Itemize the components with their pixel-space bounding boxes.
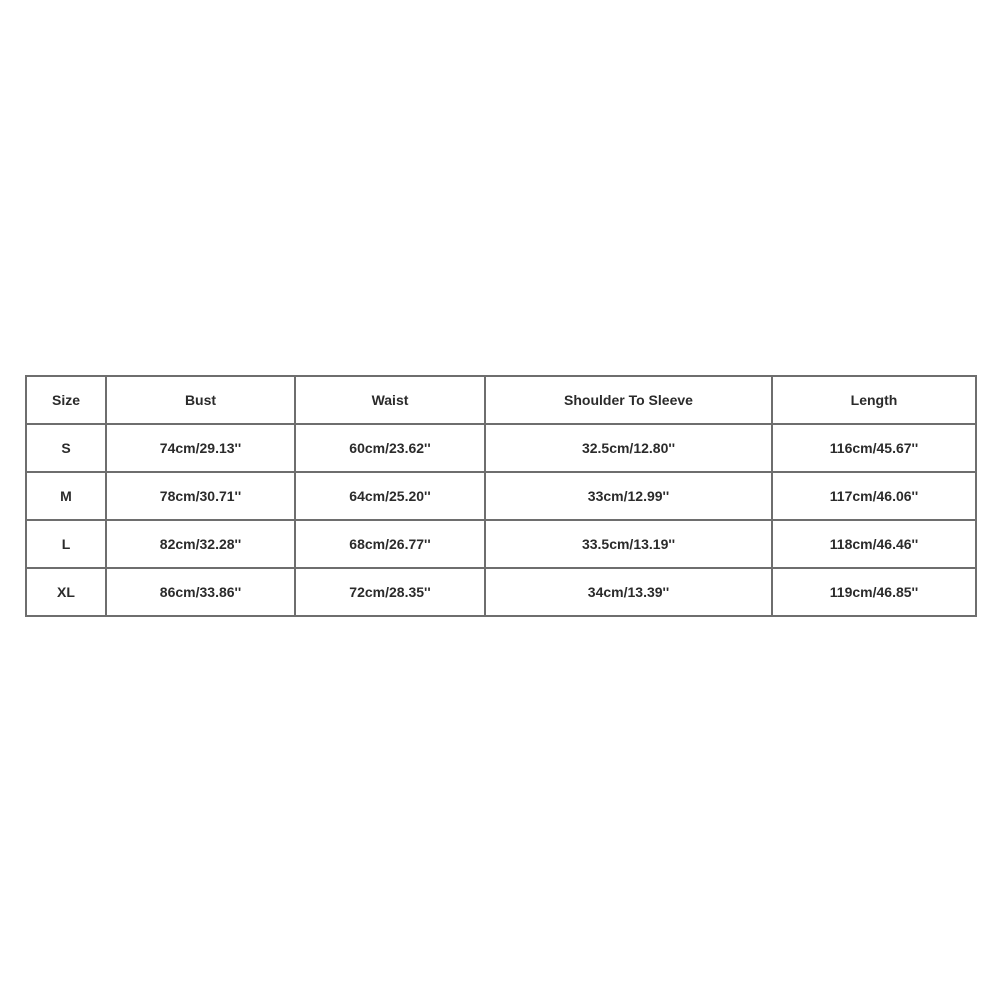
table-row (26, 568, 976, 616)
table-row (26, 472, 976, 520)
cell-length: 118cm/46.46'' (772, 520, 976, 568)
cell-bust: 82cm/32.28'' (106, 520, 295, 568)
cell-length: 117cm/46.06'' (772, 472, 976, 520)
cell-waist: 60cm/23.62'' (295, 424, 485, 472)
table-row (26, 520, 976, 568)
table-row (26, 424, 976, 472)
header-bust: Bust (106, 376, 295, 424)
cell-bust: 86cm/33.86'' (106, 568, 295, 616)
cell-shoulder-to-sleeve: 32.5cm/12.80'' (485, 424, 772, 472)
cell-size: L (26, 520, 106, 568)
cell-shoulder-to-sleeve: 33cm/12.99'' (485, 472, 772, 520)
size-chart-table (25, 375, 977, 617)
cell-size: M (26, 472, 106, 520)
header-waist: Waist (295, 376, 485, 424)
header-length: Length (772, 376, 976, 424)
cell-waist: 72cm/28.35'' (295, 568, 485, 616)
cell-waist: 68cm/26.77'' (295, 520, 485, 568)
cell-size: S (26, 424, 106, 472)
header-size: Size (26, 376, 106, 424)
cell-length: 119cm/46.85'' (772, 568, 976, 616)
table-header-row (26, 376, 976, 424)
cell-shoulder-to-sleeve: 34cm/13.39'' (485, 568, 772, 616)
cell-length: 116cm/45.67'' (772, 424, 976, 472)
header-shoulder-to-sleeve: Shoulder To Sleeve (485, 376, 772, 424)
cell-shoulder-to-sleeve: 33.5cm/13.19'' (485, 520, 772, 568)
cell-bust: 74cm/29.13'' (106, 424, 295, 472)
cell-size: XL (26, 568, 106, 616)
cell-bust: 78cm/30.71'' (106, 472, 295, 520)
cell-waist: 64cm/25.20'' (295, 472, 485, 520)
